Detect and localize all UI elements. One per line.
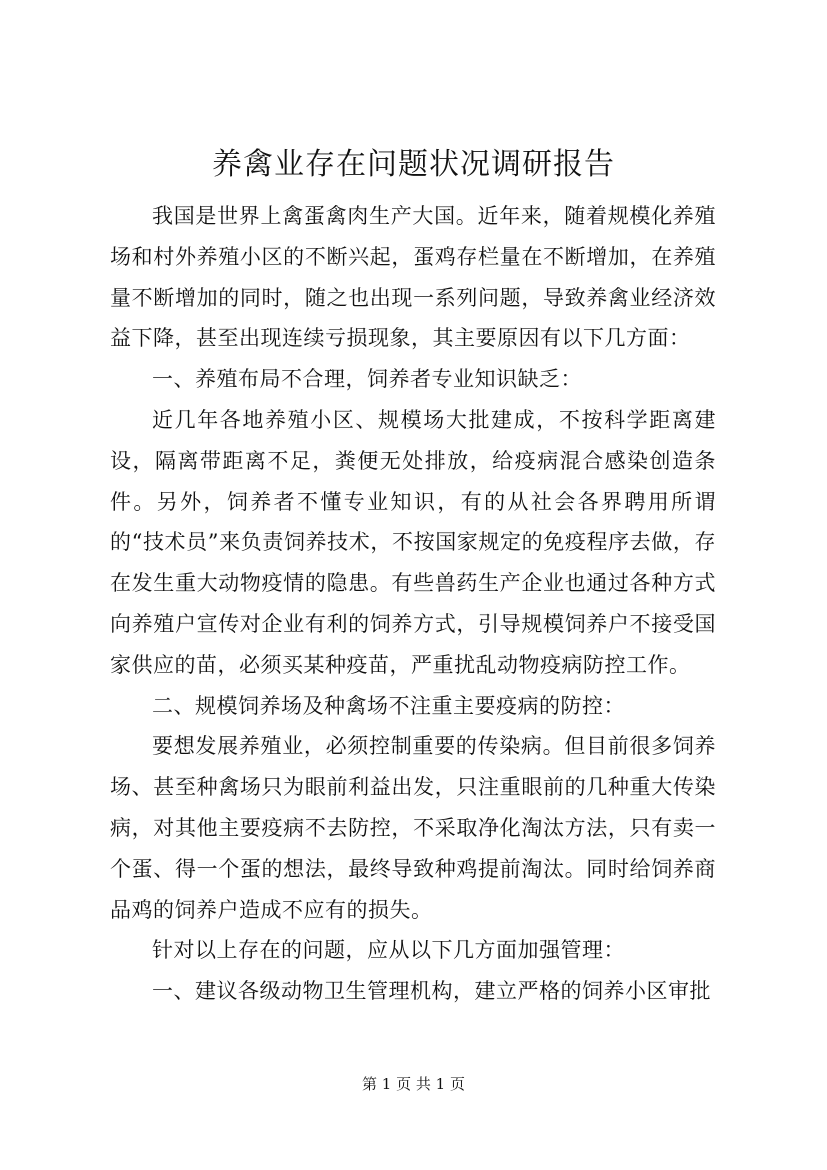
section-heading-1: 一、养殖布局不合理，饲养者专业知识缺乏： [152,367,582,392]
page-footer: 第 1 页 共 1 页 [362,1075,465,1093]
paragraph-recommendation-1: 一、建议各级动物卫生管理机构，建立严格的饲养小区审批 [152,979,711,1004]
section-heading-2: 二、规模饲养场及种禽场不注重主要疫病的防控： [152,693,625,718]
paragraph-disease-control: 要想发展养殖业，必须控制重要的传染病。但目前很多饲养场、甚至种禽场只为眼前利益出发，只注重眼前的几种重大传染病，对其他主要疫病不去防控，不采取净化淘汰方法，只有卖一个蛋、得一个蛋的想法，最终导致种鸡提前淘汰。同时给饲养商品鸡的饲养户造成不应有的损失。 [110,734,716,922]
paragraph-management-intro: 针对以上存在的问题，应从以下几方面加强管理： [152,938,625,963]
document-body [110,196,716,1012]
paragraph-layout-issues: 近几年各地养殖小区、规模场大批建成，不按科学距离建设，隔离带距离不足，粪便无处排放，给疫病混合感染创造条件。另外，饲养者不懂专业知识，有的从社会各界聘用所谓的“技术员”来负责饲养技术，不按国家规定的免疫程序去做，存在发生重大动物疫情的隐患。有些兽药生产企业也通过各种方式向养殖户宣传对企业有利的饲养方式，引导规模饲养户不接受国家供应的苗，必须买某种疫苗，严重扰乱动物疫病防控工作。 [110,407,716,677]
paragraph-intro: 我国是世界上禽蛋禽肉生产大国。近年来，随着规模化养殖场和村外养殖小区的不断兴起，蛋鸡存栏量在不断增加，在养殖量不断增加的同时，随之也出现一系列问题，导致养禽业经济效益下降，甚至出现连续亏损现象，其主要原因有以下几方面： [110,204,716,351]
document-title: 养禽业存在问题状况调研报告 [212,147,615,182]
